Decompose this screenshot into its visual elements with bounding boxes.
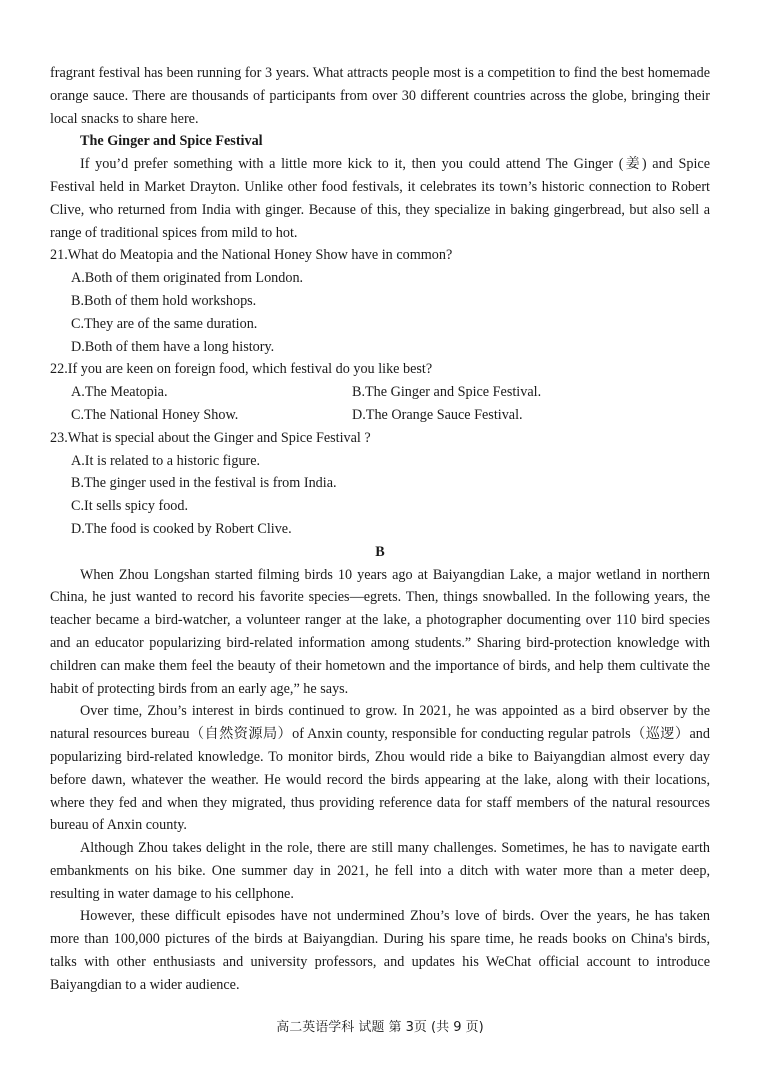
question-21-stem: 21.What do Meatopia and the National Honey Show have in common? (50, 247, 453, 264)
question-21-option-b: B.Both of them hold workshops. (71, 292, 257, 309)
question-23-stem: 23.What is special about the Ginger and Spice Festival ? (50, 429, 371, 446)
passage-b-paragraph-2: Over time, Zhou’s interest in birds continued to grow. In 2021, he was appointed as a bird observer by the natural resources bureau（自然资源局）of Anxin county, responsible for conducting regular patrols（巡逻）and popularizing bird-related knowledge. To monitor birds, Zhou would ride a bike to Baiyangdian almost every day before dawn, whatever the weather. He would record the birds appearing at the lake, along with their locations, where they fed and when they migrated, thus providing reference data for staff members of the natural resources bureau of Anxin county. (50, 703, 710, 834)
question-21 (50, 244, 710, 358)
question-22-options-row-2 (50, 404, 710, 427)
passage-b-paragraph-1: When Zhou Longshan started filming birds 10 years ago at Baiyangdian Lake, a major wetland in northern China, he just wanted to record his favorite species—egrets. Then, things snowballed. In the following years, the teacher became a bird-watcher, a volunteer ranger at the lake, a photographer documenting over 110 bird species and an educator popularizing bird-related information among students.” Sharing bird-protection knowledge with children can make them feel the beauty of their hometown and the importance of birds, and help them cultivate the habit of protecting birds from an early age,” he says. (50, 566, 710, 697)
ginger-festival-heading: The Ginger and Spice Festival (80, 133, 263, 150)
passage-b-paragraph-4: However, these difficult episodes have not undermined Zhou’s love of birds. Over the years, he has taken more than 100,000 pictures of the birds at Baiyangdian. During his spare time, he reads books on China's birds, talks with other enthusiasts and university professors, and updates his WeChat official account to introduce Baiyangdian to a wider audience. (50, 908, 710, 993)
question-23-option-b: B.The ginger used in the festival is from India. (71, 475, 337, 492)
question-22-option-c: C.The National Honey Show. (71, 406, 239, 423)
question-22-stem: 22.If you are keen on foreign food, which festival do you like best? (50, 361, 433, 378)
question-23-option-c: C.It sells spicy food. (71, 498, 189, 515)
orange-festival-paragraph-tail: fragrant festival has been running for 3 years. What attracts people most is a competition to find the best homemade orange sauce. There are thousands of participants from over 30 different countries across the globe, bringing their local snacks to share here. (50, 65, 710, 127)
passage-b-paragraph-3: Although Zhou takes delight in the role, there are still many challenges. Sometimes, he has to navigate earth embankments on his bike. One summer day in 2021, he fell into a ditch with water more than a meter deep, resulting in water damage to his cellphone. (50, 840, 710, 902)
question-22-options-row-1 (50, 381, 710, 404)
page-footer: 高二英语学科 试题 第 3页 (共 9 页) (276, 1020, 484, 1035)
question-23-option-d: D.The food is cooked by Robert Clive. (71, 520, 292, 537)
question-21-option-d: D.Both of them have a long history. (71, 338, 275, 355)
ginger-festival-paragraph: If you’d prefer something with a little more kick to it, then you could attend The Ginger (姜) and Spice Festival held in Market Drayton. Unlike other food festivals, it celebrates its town’s historic connection to Robert Clive, who returned from India with ginger. Because of this, they specialize in baking gingerbread, but also sell a range of traditional spices from mild to hot. (50, 156, 710, 241)
question-23-option-a: A.It is related to a historic figure. (71, 452, 261, 469)
question-23 (50, 427, 710, 541)
question-22-option-d: D.The Orange Sauce Festival. (352, 406, 523, 423)
question-21-option-a: A.Both of them originated from London. (71, 270, 304, 287)
question-22 (50, 358, 710, 426)
section-b-heading: B (375, 543, 385, 560)
question-21-option-c: C.They are of the same duration. (71, 315, 258, 332)
page-content (50, 62, 710, 997)
question-22-option-b: B.The Ginger and Spice Festival. (352, 384, 542, 401)
question-22-option-a: A.The Meatopia. (71, 384, 168, 401)
